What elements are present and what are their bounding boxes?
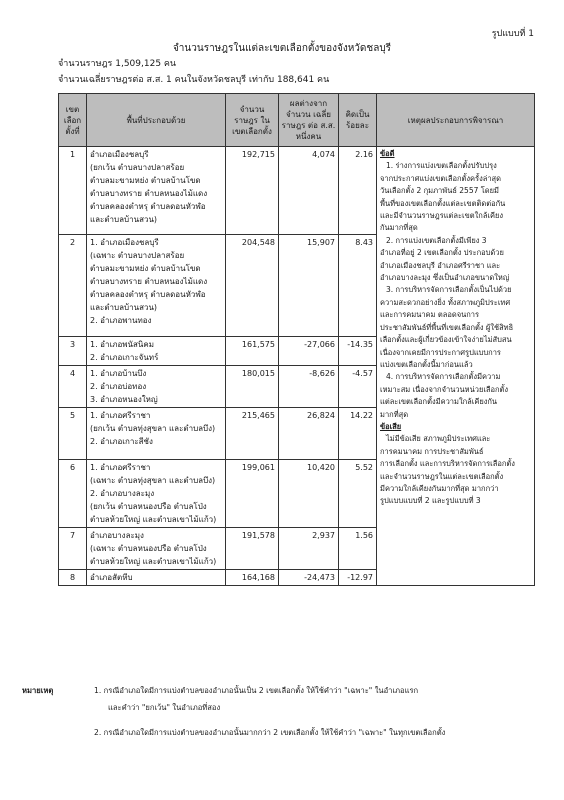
pros-line: กันมากที่สุด xyxy=(380,223,418,233)
district-percent: -14.35 xyxy=(339,337,377,366)
area-line: 1. อำเภอศรีราชา xyxy=(90,463,151,472)
note-2: 2. กรณีอำเภอใดมีการแบ่งตำบลของอำเภอนั้นมากกว่า 2 เขตเลือกตั้ง ให้ใช้คำว่า "เฉพาะ" ในทุกเขตเลือกตั้ง xyxy=(94,728,446,737)
pros-line: อำเภอบางละมุง ซึ่งเป็นอำเภอขนาดใหญ่ xyxy=(380,273,510,283)
area-line: (เฉพาะ ตำบลทุ่งสุขลา และตำบลบึง) xyxy=(90,476,216,485)
district-number: 2 xyxy=(59,235,87,337)
district-percent: 8.43 xyxy=(339,235,377,337)
area-line: ตำบลห้วยใหญ่ และตำบลเขาไม้แก้ว) xyxy=(90,557,217,566)
district-percent: 1.56 xyxy=(339,528,377,570)
district-percent: -12.97 xyxy=(339,570,377,586)
area-line: 2. อำเภอเกาะจันทร์ xyxy=(90,353,159,362)
area-line: ตำบลคลองตำหรุ ตำบลดอนหัวฬ่อ xyxy=(90,290,206,299)
table-row xyxy=(59,147,535,235)
area-line: 2. อำเภอบ่อทอง xyxy=(90,382,147,391)
area-line: 1. อำเภอเมืองชลบุรี xyxy=(90,238,159,247)
area-line: ตำบลมะขามหย่ง ตำบลบ้านโขด xyxy=(90,176,201,185)
area-line: (เฉพาะ ตำบลบางปลาสร้อย xyxy=(90,251,185,260)
district-difference: -24,473 xyxy=(279,570,339,586)
district-population: 191,578 xyxy=(226,528,279,570)
pros-line: และการคมนาคม ตลอดจนการ xyxy=(380,310,480,320)
area-line: และตำบลบ้านสวน) xyxy=(90,215,158,224)
district-area xyxy=(87,366,226,408)
cons-line: มีความใกล้เคียงกันมากที่สุด มากกว่า xyxy=(380,483,499,493)
district-difference: 10,420 xyxy=(279,460,339,528)
pros-line: ความสะดวกอย่างยิ่ง ทั้งสภาพภูมิประเทศ xyxy=(380,297,511,307)
pros-line: อำเภอเมืองชลบุรี อำเภอศรีราชา และ xyxy=(380,260,501,270)
area-line: 1. อำเภอศรีราชา xyxy=(90,411,151,420)
area-line: ตำบลบางทราย ตำบลหนองไม้แดง xyxy=(90,189,208,198)
note-1: 1. กรณีอำเภอใดมีการแบ่งตำบลของอำเภอนั้นเป็น 2 เขตเลือกตั้ง ให้ใช้คำว่า "เฉพาะ" ในอำเภอแรก xyxy=(94,686,419,695)
population-line: จำนวนราษฎร 1,509,125 คน xyxy=(58,59,177,69)
district-population: 204,548 xyxy=(226,235,279,337)
pros-line: พื้นที่ของเขตเลือกตั้งแต่ละเขตติดต่อกัน xyxy=(380,198,506,208)
district-number: 1 xyxy=(59,147,87,235)
district-difference: -27,066 xyxy=(279,337,339,366)
header-percent: คิดเป็น ร้อยละ xyxy=(339,94,377,147)
district-area xyxy=(87,408,226,460)
pros-line: จากประกาศแบ่งเขตเลือกตั้งครั้งล่าสุด xyxy=(380,173,501,183)
district-percent: 5.52 xyxy=(339,460,377,528)
district-difference: 2,937 xyxy=(279,528,339,570)
pros-line: 1. ร่างการแบ่งเขตเลือกตั้งปรับปรุง xyxy=(386,161,497,171)
table-header-row xyxy=(59,94,535,147)
district-population: 161,575 xyxy=(226,337,279,366)
area-line: 2. อำเภอเกาะสีชัง xyxy=(90,437,153,446)
district-population: 180,015 xyxy=(226,366,279,408)
district-difference: 4,074 xyxy=(279,147,339,235)
pros-line: เลือกตั้งและผู้เกี่ยวข้องเข้าใจง่ายไม่สับสน xyxy=(380,335,512,345)
district-table xyxy=(58,93,535,586)
district-number: 6 xyxy=(59,460,87,528)
area-line: (ยกเว้น ตำบลทุ่งสุขลา และตำบลบึง) xyxy=(90,424,216,433)
reason-cell xyxy=(377,147,535,586)
document-title: จำนวนราษฎรในแต่ละเขตเลือกตั้งของจังหวัดชลบุรี xyxy=(172,43,392,54)
pros-line: และมีจำนวนราษฎรแต่ละเขตใกล้เคียง xyxy=(380,211,504,221)
header-difference: ผลต่างจากจำนวน เฉลี่ยราษฎร ต่อ ส.ส. หนึ่งคน xyxy=(279,94,339,147)
pros-line: แต่ละเขตเลือกตั้งมีความใกล้เคียงกัน xyxy=(380,397,498,407)
header-area: พื้นที่ประกอบด้วย xyxy=(87,94,226,147)
area-line: อำเภอสัตหีบ xyxy=(90,573,133,582)
district-population: 199,061 xyxy=(226,460,279,528)
district-percent: 14.22 xyxy=(339,408,377,460)
page-label: รูปแบบที่ 1 xyxy=(491,29,534,39)
note-1-continued: และคำว่า "ยกเว้น" ในอำเภอที่สอง xyxy=(108,703,221,712)
area-line: 1. อำเภอบ้านบึง xyxy=(90,369,147,378)
area-line: (เฉพาะ ตำบลหนองปรือ ตำบลโป่ง xyxy=(90,544,207,553)
area-line: 2. อำเภอบางละมุง xyxy=(90,489,155,498)
district-difference: 26,824 xyxy=(279,408,339,460)
pros-line: เหมาะสม เนื่องจากจำนวนหน่วยเลือกตั้ง xyxy=(380,384,509,394)
area-line: 1. อำเภอพนัสนิคม xyxy=(90,340,155,349)
pros-line: 4. การบริหารจัดการเลือกตั้งมีความ xyxy=(386,372,501,382)
area-line: และตำบลบ้านสวน) xyxy=(90,303,158,312)
district-population: 215,465 xyxy=(226,408,279,460)
area-line: (ยกเว้น ตำบลหนองปรือ ตำบลโป่ง xyxy=(90,502,207,511)
pros-line: แบ่งเขตเลือกตั้งนี้มาก่อนแล้ว xyxy=(380,359,473,369)
district-number: 3 xyxy=(59,337,87,366)
district-area xyxy=(87,460,226,528)
district-population: 164,168 xyxy=(226,570,279,586)
cons-line: ไม่มีข้อเสีย สภาพภูมิประเทศและ xyxy=(386,434,491,444)
pros-line: มากที่สุด xyxy=(380,409,409,419)
district-area xyxy=(87,570,226,586)
pros-line: วันเลือกตั้ง 2 กุมภาพันธ์ 2557 โดยมี xyxy=(380,186,499,196)
area-line: อำเภอบางละมุง xyxy=(90,531,144,540)
area-line: อำเภอเมืองชลบุรี xyxy=(90,150,149,159)
cons-line: รูปแบบแบบที่ 2 และรูปแบบที่ 3 xyxy=(380,496,481,506)
pros-heading: ข้อดี xyxy=(380,149,395,158)
district-percent: 2.16 xyxy=(339,147,377,235)
pros-line: ประชาสัมพันธ์ที่พื้นที่เขตเลือกตั้ง ผู้ใช้สิทธิ xyxy=(380,322,514,332)
district-number: 7 xyxy=(59,528,87,570)
area-line: ตำบลมะขามหย่ง ตำบลบ้านโขด xyxy=(90,264,201,273)
district-difference: 15,907 xyxy=(279,235,339,337)
header-population: จำนวนราษฎร ในเขตเลือกตั้ง xyxy=(226,94,279,147)
pros-line: 2. การแบ่งเขตเลือกตั้งมีเพียง 3 xyxy=(386,235,487,245)
cons-line: การเลือกตั้ง และการบริหารจัดการเลือกตั้ง xyxy=(380,459,515,469)
area-line: ตำบลห้วยใหญ่ และตำบลเขาไม้แก้ว) xyxy=(90,515,217,524)
pros-line: อำเภอที่อยู่ 2 เขตเลือกตั้ง ประกอบด้วย xyxy=(380,248,504,258)
header-reason: เหตุผลประกอบการพิจารณา xyxy=(377,94,535,147)
district-difference: -8,626 xyxy=(279,366,339,408)
area-line: ตำบลบางทราย ตำบลหนองไม้แดง xyxy=(90,277,208,286)
district-population: 192,715 xyxy=(226,147,279,235)
notes-heading: หมายเหตุ xyxy=(22,686,54,695)
average-line: จำนวนเฉลี่ยราษฎรต่อ ส.ส. 1 คนในจังหวัดชลบุรี เท่ากับ 188,641 คน xyxy=(58,75,330,85)
cons-heading: ข้อเสีย xyxy=(380,421,402,431)
district-area xyxy=(87,528,226,570)
cons-line: และจำนวนราษฎรในแต่ละเขตเลือกตั้ง xyxy=(380,471,504,481)
area-line: 3. อำเภอหนองใหญ่ xyxy=(90,395,158,404)
area-line: ตำบลคลองตำหรุ ตำบลดอนหัวฬ่อ xyxy=(90,202,206,211)
pros-line: 3. การบริหารจัดการเลือกตั้งเป็นไปด้วย xyxy=(386,285,512,295)
area-line: (ยกเว้น ตำบลบางปลาสร้อย xyxy=(90,163,185,172)
header-district: เขต เลือกตั้งที่ xyxy=(59,94,87,147)
district-number: 5 xyxy=(59,408,87,460)
cons-line: การคมนาคม การประชาสัมพันธ์ xyxy=(380,446,484,456)
pros-line: เนื่องจากเคยมีการประกาศรูปแบบการ xyxy=(380,347,501,357)
district-number: 4 xyxy=(59,366,87,408)
district-number: 8 xyxy=(59,570,87,586)
district-percent: -4.57 xyxy=(339,366,377,408)
district-area xyxy=(87,235,226,337)
district-area xyxy=(87,337,226,366)
area-line: 2. อำเภอพานทอง xyxy=(90,316,152,325)
district-area xyxy=(87,147,226,235)
